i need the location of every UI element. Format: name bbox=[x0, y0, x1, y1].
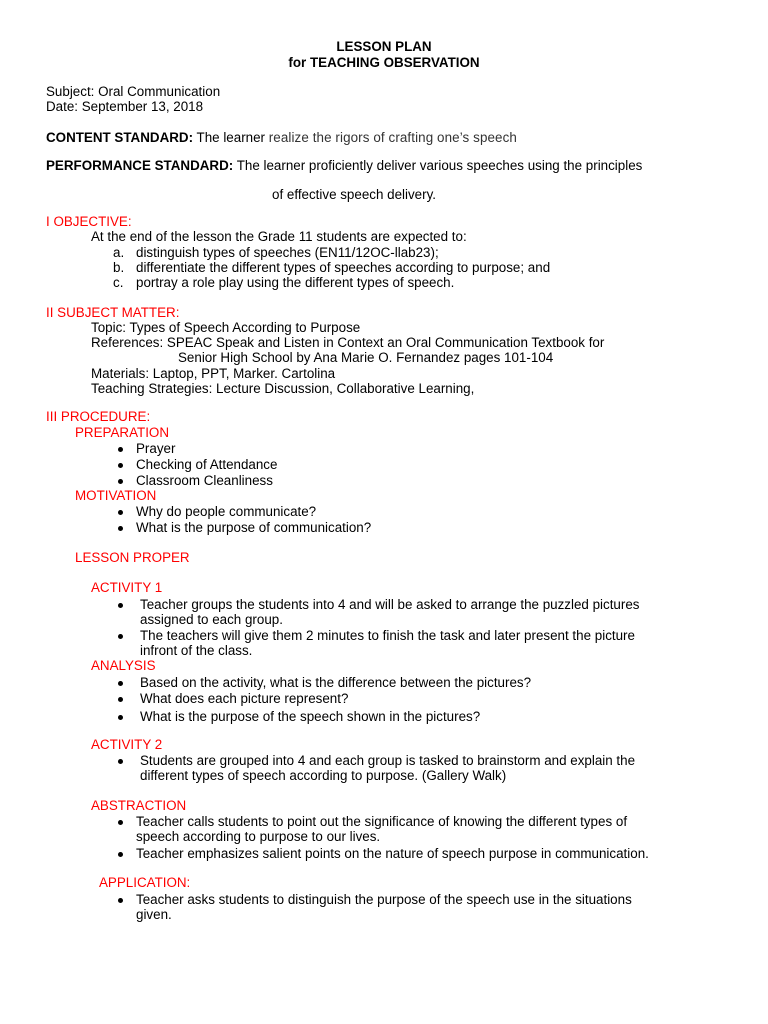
content-standard-label: CONTENT STANDARD: bbox=[46, 130, 194, 145]
application-item1-line1: Teacher asks students to distinguish the purpose of the speech use in the situations bbox=[136, 892, 632, 907]
performance-standard-text: The learner proficiently deliver various speeches using the principles bbox=[233, 158, 643, 173]
performance-standard-cont: of effective speech delivery. bbox=[272, 187, 437, 202]
date-line: Date: September 13, 2018 bbox=[46, 99, 204, 114]
bullet-icon bbox=[118, 463, 123, 468]
procedure-heading: III PROCEDURE: bbox=[46, 409, 151, 424]
subject-matter-references: References: SPEAC Speak and Listen in Context an Oral Communication Textbook for bbox=[91, 335, 605, 350]
page-title: LESSON PLAN bbox=[336, 39, 432, 54]
preparation-heading: PREPARATION bbox=[75, 425, 169, 440]
objective-item-b: differentiate the different types of speeches according to purpose; and bbox=[136, 260, 551, 275]
page-subtitle: for TEACHING OBSERVATION bbox=[288, 55, 480, 70]
bullet-icon bbox=[118, 759, 123, 764]
abstraction-heading: ABSTRACTION bbox=[91, 798, 187, 813]
abstraction-item1-line2: speech according to purpose to our lives. bbox=[136, 829, 381, 844]
content-standard-text-a: The learner bbox=[193, 130, 269, 145]
subject-matter-references-cont: Senior High School by Ana Marie O. Fernandez pages 101-104 bbox=[178, 350, 554, 365]
subject-matter-materials: Materials: Laptop, PPT, Marker. Cartolina bbox=[91, 366, 336, 381]
content-standard bbox=[46, 130, 517, 146]
analysis-heading: ANALYSIS bbox=[91, 658, 156, 673]
preparation-item: Classroom Cleanliness bbox=[136, 473, 273, 488]
activity1-item1-line1: Teacher groups the students into 4 and will be asked to arrange the puzzled pictures bbox=[140, 597, 640, 612]
preparation-item: Prayer bbox=[136, 441, 176, 456]
bullet-icon bbox=[118, 479, 123, 484]
activity2-heading: ACTIVITY 2 bbox=[91, 737, 163, 752]
subject-matter-heading: II SUBJECT MATTER: bbox=[46, 305, 180, 320]
motivation-heading: MOTIVATION bbox=[75, 488, 157, 503]
bullet-icon bbox=[118, 526, 123, 531]
abstraction-item1-line1: Teacher calls students to point out the significance of knowing the different types of bbox=[136, 814, 628, 829]
objective-item-c: portray a role play using the different types of speech. bbox=[136, 275, 455, 290]
bullet-icon bbox=[118, 510, 123, 515]
subject-matter-strategies: Teaching Strategies: Lecture Discussion, Collaborative Learning, bbox=[91, 381, 475, 396]
application-heading: APPLICATION: bbox=[99, 875, 191, 890]
analysis-item: What is the purpose of the speech shown in the pictures? bbox=[140, 709, 481, 724]
bullet-icon bbox=[118, 820, 123, 825]
analysis-item: Based on the activity, what is the difference between the pictures? bbox=[140, 675, 532, 690]
performance-standard-label: PERFORMANCE STANDARD: bbox=[46, 158, 234, 173]
performance-standard bbox=[46, 158, 642, 174]
analysis-item: What does each picture represent? bbox=[140, 691, 349, 706]
abstraction-item2: Teacher emphasizes salient points on the nature of speech purpose in communication. bbox=[136, 846, 649, 861]
objective-marker-b: b. bbox=[113, 260, 125, 275]
application-item1-line2: given. bbox=[136, 907, 172, 922]
motivation-item: What is the purpose of communication? bbox=[136, 520, 372, 535]
bullet-icon bbox=[118, 898, 123, 903]
objective-marker-c: c. bbox=[113, 275, 124, 290]
activity2-item1-line2: different types of speech according to purpose. (Gallery Walk) bbox=[140, 768, 507, 783]
bullet-icon bbox=[118, 852, 123, 857]
activity1-item2-line2: infront of the class. bbox=[140, 643, 253, 658]
motivation-item: Why do people communicate? bbox=[136, 504, 317, 519]
bullet-icon bbox=[118, 697, 123, 702]
preparation-item: Checking of Attendance bbox=[136, 457, 278, 472]
lesson-proper-heading: LESSON PROPER bbox=[75, 550, 190, 565]
objective-item-a: distinguish types of speeches (EN11/12OC-llab23); bbox=[136, 245, 439, 260]
objective-marker-a: a. bbox=[113, 245, 125, 260]
subject-matter-topic: Topic: Types of Speech According to Purpose bbox=[91, 320, 361, 335]
bullet-icon bbox=[118, 634, 123, 639]
subject-line: Subject: Oral Communication bbox=[46, 84, 221, 99]
bullet-icon bbox=[118, 603, 123, 608]
activity2-item1-line1: Students are grouped into 4 and each group is tasked to brainstorm and explain the bbox=[140, 753, 636, 768]
content-standard-text-b: realize the rigors of crafting one’s speech bbox=[268, 130, 517, 145]
activity1-item2-line1: The teachers will give them 2 minutes to finish the task and later present the picture bbox=[140, 628, 635, 643]
bullet-icon bbox=[118, 715, 123, 720]
bullet-icon bbox=[118, 447, 123, 452]
objective-heading: I OBJECTIVE: bbox=[46, 214, 132, 229]
activity1-heading: ACTIVITY 1 bbox=[91, 580, 163, 595]
activity1-item1-line2: assigned to each group. bbox=[140, 612, 283, 627]
bullet-icon bbox=[118, 681, 123, 686]
objective-intro: At the end of the lesson the Grade 11 students are expected to: bbox=[91, 229, 467, 244]
